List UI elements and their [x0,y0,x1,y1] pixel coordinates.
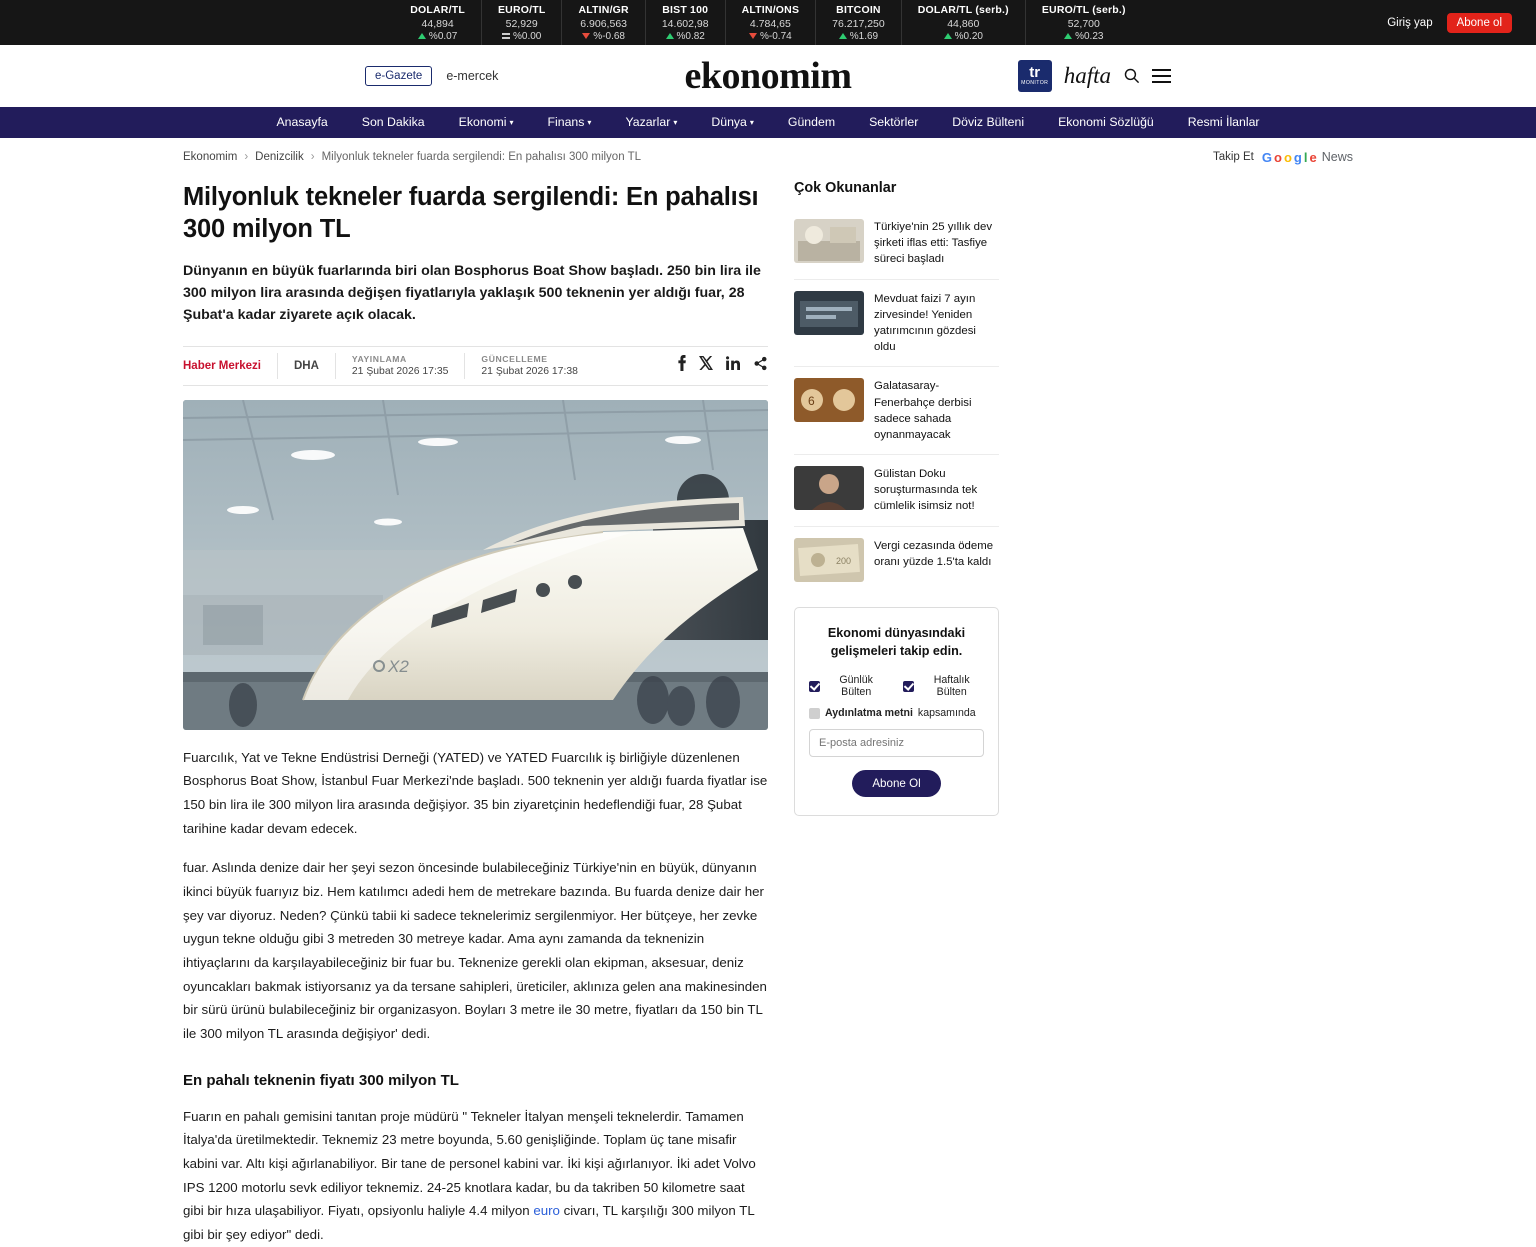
nav-item-dünya[interactable] [694,107,771,139]
update-value: 21 Şubat 2026 17:38 [481,366,578,378]
ticker-name: EURO/TL (serb.) [1041,3,1126,16]
e-mercek-link[interactable]: e-mercek [446,68,499,83]
chevron-down-icon: ▾ [749,117,754,127]
ticker-up-arrow-icon [418,33,426,39]
ticker-item[interactable] [902,0,1026,45]
ticker-change: %0.07 [428,30,458,42]
breadcrumb [183,151,641,163]
ticker-name: DOLAR/TL [410,3,465,16]
popular-item-thumbnail [794,538,864,582]
ticker-change: %0.23 [1075,30,1104,42]
ticker-up-arrow-icon [839,33,847,39]
weekly-newsletter-label: Haftalık Bülten [933,674,970,699]
market-ticker-bar [0,0,1536,45]
nav-item-son-dakika[interactable] [345,107,442,138]
meta-publish [336,353,466,379]
site-logo[interactable]: ekonomim [684,54,852,97]
popular-item-thumbnail [794,291,864,335]
popular-item-title: Mevduat faizi 7 ayın zirvesinde! Yeniden yatırımcının gözdesi oldu [874,292,976,354]
ticker-item[interactable] [1026,0,1142,45]
search-icon[interactable] [1123,67,1140,84]
ticker-value: 6.906,563 [580,17,627,30]
ticker-item[interactable] [816,0,902,45]
daily-newsletter-checkbox[interactable] [809,674,887,698]
popular-item-thumbnail [794,378,864,422]
ticker-change: %0.20 [954,30,983,42]
nav-item-label: Gündem [787,115,836,129]
nav-item-label: Resmi İlanlar [1187,115,1260,129]
google-news-logo[interactable]: G o o g l e News [1261,149,1353,165]
article-column [183,176,768,1247]
nav-item-ekonomi[interactable] [442,107,531,139]
sidebar [794,176,999,1247]
consent-link[interactable]: Aydınlatma metni [825,707,913,720]
newsletter-box [794,607,999,817]
nav-item-label: Son Dakika [361,115,425,129]
popular-list-item[interactable] [794,280,999,368]
update-label: GÜNCELLEME [481,354,548,365]
follow-label: Takip Et [1212,151,1254,163]
nav-item-label: Döviz Bülteni [952,115,1025,129]
popular-item-thumbnail [794,466,864,510]
tr-monitor-title: tr [1029,63,1041,81]
header-left-links [365,66,498,86]
page-title: Milyonluk tekneler fuarda sergilendi: En pahalısı 300 milyon TL [183,183,759,243]
ticker-change: %1.69 [849,30,879,42]
svg-text:6: 6 [808,394,815,409]
article-source: Haber Merkezi [183,359,261,372]
article-subheading: En pahalı teknenin fiyatı 300 milyon TL [183,1071,459,1089]
follow-google-news[interactable] [1213,150,1353,165]
linkedin-icon[interactable] [726,356,740,375]
paragraph-3-text-before: Fuarın en pahalı gemisini tanıtan proje müdürü " Tekneler İtalyan menşeli teknelerdir. Tamamen İtalya'da üretilmektedir. Teknemiz 23 metre boyunda, 5.60 genişliğinde. Toplam üç tane misafir kabini var. Altı kişi ağırlanabiliyor. Bir tane de personel kabini var. İki kişi ağırlanıyor. İki adet Volvo IPS 1200 motorlu sevk ediliyor teknemiz. 24-25 knotlara kadar, bu da takriben 50 kilometre saat gibi bir hıza ulaşabiliyor. Fiyatı, opsiyonlu haliyle 4.4 milyon [183,1108,756,1219]
twitter-x-icon[interactable] [699,356,713,375]
daily-newsletter-label: Günlük Bülten [839,674,873,699]
nav-item-label: Sektörler [869,115,919,129]
euro-link[interactable]: euro [533,1203,560,1219]
checkbox-weekly-box[interactable] [903,681,914,692]
ticker-down-arrow-icon [749,33,757,39]
popular-list [794,208,999,593]
popular-item-title: Vergi cezasında ödeme oranı yüzde 1.5'ta kaldı [874,539,994,568]
chevron-down-icon: ▾ [673,117,678,127]
newsletter-options [809,674,984,698]
weekly-newsletter-checkbox[interactable] [903,674,984,698]
checkbox-daily-box[interactable] [809,681,820,692]
email-field[interactable] [809,729,984,757]
nav-item-label: Anasayfa [276,115,328,129]
ticker-item[interactable] [562,0,645,45]
header-right-tools [1018,60,1171,92]
ticker-value: 52,929 [505,17,538,30]
google-news-label: News [1321,150,1353,164]
consent-text: kapsamında [917,707,976,720]
popular-heading: Çok Okunanlar [794,180,897,196]
ticker-item[interactable] [726,0,817,45]
nav-item-sektörler[interactable] [852,107,935,138]
nav-item-label: Dünya [711,114,747,129]
newsletter-subscribe-button[interactable]: Abone Ol [852,770,940,797]
ticker-change: %-0.74 [760,30,792,42]
tr-monitor-logo[interactable] [1018,60,1052,92]
article-hero-image [183,400,768,730]
meta-update [465,353,594,379]
ticker-up-arrow-icon [666,33,674,39]
newsletter-title: Ekonomi dünyasındaki gelişmeleri takip edin. [827,625,966,658]
nav-item-döviz-bülteni[interactable] [935,107,1041,138]
page-content [183,176,1353,1247]
ticker-change: %-0.68 [593,30,625,42]
checkbox-consent-box[interactable] [809,708,820,719]
article-body [183,746,768,1247]
nav-item-label: Finans [547,114,585,129]
nav-item-label: Ekonomi [458,114,507,129]
popular-list-item[interactable] [794,455,999,527]
ticker-items [394,0,1141,45]
breadcrumb-separator-2: › [310,151,315,163]
breadcrumb-category[interactable]: Denizcilik [255,151,304,163]
ticker-value: 52,700 [1067,17,1100,30]
ticker-value: 44,860 [947,17,980,30]
popular-list-item[interactable] [794,527,999,593]
share-buttons [677,355,768,376]
consent-checkbox[interactable] [809,707,984,719]
hero-illustration [183,400,768,730]
breadcrumb-separator-1: › [244,151,249,163]
chevron-down-icon: ▾ [587,117,592,127]
article-meta [183,346,768,386]
share-icon[interactable] [753,356,768,376]
popular-list-item[interactable] [794,208,999,280]
ticker-name: DOLAR/TL (serb.) [917,3,1009,16]
ticker-name: ALTIN/ONS [741,3,800,16]
popular-item-thumbnail [794,219,864,263]
nav-item-gündem[interactable] [771,107,852,138]
article-paragraph-1: Fuarcılık, Yat ve Tekne Endüstrisi Derneği (YATED) ve YATED Fuarcılık iş birliğiyle düzenlenen Bosphorus Boat Show, İstanbul Fuar Merkezi'nde başladı. 500 teknenin yer aldığı fuarda fiyatlar ise 150 bin lira ile 300 milyon lira arasında değişiyor. 35 bin ziyaretçinin hedeflendiği fuar, 28 Şubat tarihine kadar devam edecek. [183,749,768,836]
nav-item-finans[interactable] [531,107,609,139]
ticker-name: BIST 100 [662,3,709,16]
nav-item-resmi-i̇lanlar[interactable] [1171,107,1277,138]
svg-text:200: 200 [836,555,852,566]
breadcrumb-home[interactable]: Ekonomim [183,151,238,163]
ticker-item[interactable] [482,0,562,45]
ticker-value: 76.217,250 [832,17,885,30]
meta-source [183,353,278,379]
nav-item-yazarlar[interactable] [608,107,694,139]
popular-item-title: Galatasaray-Fenerbahçe derbisi sadece sahada oynanmayacak [874,380,972,441]
subscribe-button[interactable]: Abone ol [1447,13,1512,33]
site-header [0,45,1536,107]
ticker-up-arrow-icon [944,33,952,39]
tr-monitor-subtitle: MONITOR [1021,79,1049,86]
nav-item-label: Ekonomi Sözlüğü [1058,115,1154,129]
breadcrumb-row [183,138,1353,176]
ticker-flat-arrow-icon [502,33,510,39]
chevron-down-icon: ▾ [509,117,514,127]
article-agency: DHA [293,359,319,372]
ticker-value: 44,894 [421,17,454,30]
main-navigation [0,107,1536,138]
ticker-change: %0.00 [513,30,542,42]
article-paragraph-2: fuar. Aslında denize dair her şeyi sezon öncesinde bulabileceğiniz Türkiye'nin en büyük, dünyanın ikinci büyük fuarıyız biz. Hem katılımcı adedi hem de metrekare bazında. Bu fuarda denize dair her şey var diyoruz. Neden? Çünkü tabii ki sadece teknelerimiz sergilenmiyor. Her bütçeye, her zevke uygun tekne olduğu gibi 3 metreden 30 metreye kadar. Ama aynı zamanda da teknenizin ihtiyaçlarını da karşılayabileceğiniz bir fuar bu. Teknenize gerekli olan ekipman, aksesuar, deniz oyuncakları bakmak istiyorsanız ya da tersane sahipleri, üreticiler, aklınıza gelen ana makinesinden bir sürü ürünü bulabileceğiniz bir organizasyon. Boyları 3 metre ile 30 metre, fiyatları da 150 bin TL ile 300 milyon TL arasında değişiyor' dedi. [183,860,767,1041]
popular-item-title: Gülistan Doku soruşturmasında tek cümlelik isimsiz not! [874,468,978,513]
breadcrumb-current: Milyonluk tekneler fuarda sergilendi: En pahalısı 300 milyon TL [321,151,641,163]
nav-item-ekonomi-sözlüğü[interactable] [1041,107,1171,138]
email-row [809,729,984,757]
ticker-item[interactable] [646,0,726,45]
login-link[interactable]: Giriş yap [1387,16,1433,29]
hafta-logo[interactable]: hafta [1063,62,1111,88]
e-gazete-button[interactable]: e-Gazete [365,66,432,86]
ticker-name: ALTIN/GR [578,3,629,16]
hamburger-menu-icon[interactable] [1152,69,1171,83]
paragraph-3-text-after: civarı, TL karşılığı 300 milyon TL gibi bir şey ediyor" dedi. [183,1203,755,1242]
meta-agency [278,353,336,379]
ticker-down-arrow-icon [582,33,590,39]
ticker-name: EURO/TL [497,3,546,16]
publish-value: 21 Şubat 2026 17:35 [351,366,449,378]
ticker-change: %0.82 [676,30,705,42]
ticker-value: 14.602,98 [661,17,709,30]
ticker-account-actions [1387,0,1512,45]
ticker-up-arrow-icon [1064,33,1072,39]
ticker-item[interactable] [394,0,482,45]
publish-label: YAYINLAMA [351,354,407,365]
ticker-name: BITCOIN [836,3,881,16]
article-paragraph-3 [183,1105,768,1247]
article-lede: Dünyanın en büyük fuarlarında biri olan Bosphorus Boat Show başladı. 250 bin lira ile 300 milyon lira arasında değişen fiyatlarıyla yaklaşık 500 teknenin yer aldığı fuar, 28 Şubat'a kadar ziyarete açık olacak. [183,262,761,323]
ticker-value: 4.784,65 [749,17,791,30]
nav-item-label: Yazarlar [625,114,671,129]
svg-text:X2: X2 [388,656,409,676]
popular-item-title: Türkiye'nin 25 yıllık dev şirketi iflas etti: Tasfiye süreci başladı [874,221,993,266]
facebook-icon[interactable] [677,355,686,376]
nav-item-anasayfa[interactable] [259,107,344,138]
popular-list-item[interactable] [794,367,999,455]
